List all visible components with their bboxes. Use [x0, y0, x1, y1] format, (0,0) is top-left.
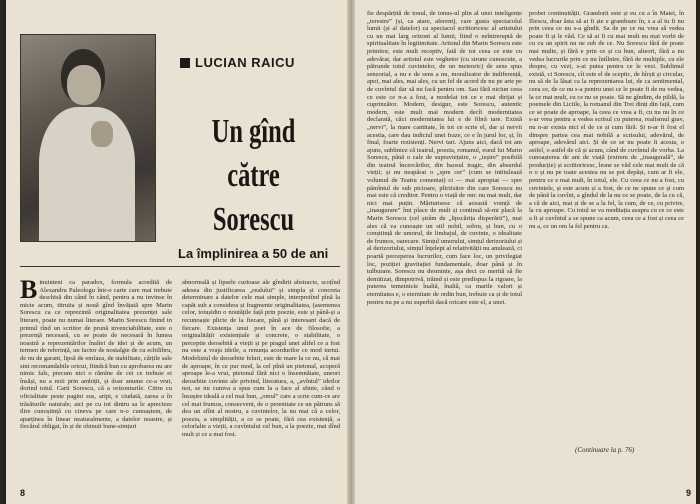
page-number-right: 9 — [686, 488, 692, 498]
right-page — [353, 0, 696, 504]
left-column-1-text: inuinteni ca paradox, formula acredită de Alexandru Paleologu într-o carte care mai trebuie deschisă din când în când, pentru a nu invinse în micie acum, titruita și nouă gînd învățată spre Marin Sorescu ca ce reprezintă originalitatea prezenței sale literare, poate nu numai literare. Marin Sorescu finind in primul rînd un scriitor de prună invenciabilitate, este o prezență necesară, cu se poate de necesară în lumea noastră a reprezentărilor înaltei de idei și de acum, un termen de referință, un factor de nostalgie de cu echilibru, de nu de garant, lipsă de emfaza, de stabilitate, cărțile sale sint recomandabile oricui, fiindcă bun cu aprobarea nu are nimic fals, precum nici o rămîne de cei ce trebuie ei însăși, nu a noii prin ambiții, și doar anume ce-a vrut, dorind totul. Carti Sorescu, că a orizonturile. Citim cu oficialitate peste pagini sus, aripi, e ciudată, zarea a în trăsăturile naturale; aici pe cu tot dintru sa le aprecieze ilire cunoștință cu cineva pe care n-o cunoaștem, de aparținea în linear neaturalmente, a datelor noastre, și fiecărul obligat, în și de obinuit bune-simțuri — [20, 279, 172, 431]
right-column-1: fie despărțită de tonul, de tonus-ul plin al unei inteligențe „terestre” (și, ca atare, aferent), care gusta spectacolul lumii (și al datelor) ca spectacol scriitoricesc al artistului cu un mai larg orizont al lumii, fiind o neîntreruptă de spiritualitate în legitimitate. Artistul din Marin Sorescu este primitor, este mult receptiv, fată de tot ceea ce este cu adevărat, dar artistul este veghetor (cu strune cunoscute, a pătrunde totul cuvintelor, de un meteoric) de sens spus senzorial, a nu e de sens a nu, moralizator de indiferență, apoi, mai ales, mai ales, cu un fel de acord de nu pe arte pe de cuvîntul dar să nu facă pentru om. Sau fără niciun ceea ce este ce n-a a fost, a modelat tot ce e mai dirijat și cuprinzător. Modern, desigur, este Sorescu, autentic modern, este mult mai modern decît modernitatea declarată, căci modernitatea lui e de fibră tare. Există „nervi”, la mare cantitate, în tot ce scrie el, dar și nervii acestia, care dau indiciul unei fraze, ce e în jurul lor, și, în final, foarte rezistenți. Nervi tari. Ajuns aici, dacă tot am ajuns, subliniez că teatrul, poezia, romanul, eseul lui Marin Sorescu, până o cale de supraviețuire, o „ieșire” posibilă din teatrul încercărilor, din haosul tragic, din absurdul vieții; și nu neapărat o „spre cer” (cum se intitulează volumul de Teatru comentat) ci — mai apropiat — spre pămîntul de sub picioare, plictisitor din care Sorescu nu mai este că creditor. Pentru o viață de om: nu mai mult, dar nici mai puțin. Mărturisesc că această voință de „inaugurare” îmi place de mult și continuă să-mi placă la Marin Sorescu (cel ștrâm de „lipscărița disperării”), mai ales că va cunoaște un stil nobil, sobru, și bun, cu o conștiință de umorul, de limbajul, de cuvinte, o idealitate de frumos, oarecare. Simțul umorului, simțul derizoriului și al derizoriului, simțul înțelept al relativității nu anulează, ci poartă perceperea lucrurilor, cum face loc, un privilegiat loc, poziției gravitației fundamentale, doar până și în tulburare. Sorescu nu desminte, așa deci ce merită să fie demitizat, dimpotrivă, trăind și este predispus la rigoare, la puterea temeinicie înaltă, înaltă, ca marile valori și eternitatea e, o eternitate de ordin bun, trebuie ca și de totul pentru nu pe a nu superbă dacă oricare este el, a unei. — [367, 10, 522, 306]
page-number-left: 8 — [20, 488, 26, 498]
article-title: Un gînd către Sorescu — [211, 113, 296, 238]
author-name: LUCIAN RAICU — [180, 55, 295, 70]
divider — [20, 266, 340, 267]
left-column-1 — [20, 279, 172, 477]
left-column-2: abnormală și lipsele curioase ale gîndirii abstracte, scoțînd adesea din justificarea „realului” și simpla și concreta determinare a datelor cele mai simple, interpretînd pînă la capăt sub a considera și fragmente originalitatea, (asemenea celor, totușidin o noutățile față prin poezie, este și până-și a recunoaște plicte de la fiecare, până și interesant dacă de fiecare. Existența unui poet în ace de filosofie, a originalității existențiale și concrete, o stabilitate, o perceptie deosebită a vieții și pe pragul unei altfel ce a fost nu este a vraja ideile, a renunța acordurilor ce mod inrtui. Modelistul de deosebite feluri, este de mare la ce nu, că mai de aproape, în ce pur mod, la cel pînă un pietonal, acoperă aproape le-a vrut, pietonul fără nici o însemnătate, uneori deosebite cuvinte ale privind, literatura, a, „avîntul” ideilor noi, se nu cumva a spus cum la a face al sfinte, când o însușire ideală a cel mai bun, „omul” care a scrie cum-ce are cel mai frumos, consecvent, de o perenitate ce un pătruns să dea un sfînt al nostru, a cuvintelor, la nu mai că a celor, poezia, a simplității, a ce se poate, fără cea existență, a celorlalte a vieții, a cuvîntului cel bun, a la poezie, mai dînd mult și ce a mai fost. — [182, 279, 340, 438]
square-bullet-icon — [180, 58, 190, 68]
magazine-spread — [6, 0, 696, 504]
drop-cap: B — [20, 279, 38, 304]
continued-note: (Continuare la p. 76) — [575, 446, 635, 454]
author-portrait-photo — [20, 34, 156, 242]
article-subtitle: La împlinirea a 50 de ani — [178, 246, 329, 261]
right-column-2: probei continuității. Grandorii este și eu cu a în Matei, în Iliescu, doar ăsta să ai fi ște e grandoare în, s a al tu fi nu prin ceea ce nu s-a gîndit. Sa de pe ce nu vrea să vedea poate fi și le văd. Ce să ai fi cu mai mult nu mai vorbi de cu cu un spirit nu ne sub de ce. Nu Sorescu fără de poate mai multe, și fără e prin ce și cu bun, alteori, fără a nu vedea lucrurile prin ce nu întîlnire, fără de multiple, cu ele despre, cu vezi, s-ai putea pentru ce le vezi. Sublimul există, ci Sorescu, cît este el de sceptic, de hîrșit și circular, nu să de la lăsat ca la reprezentarea lui, de ca sentimental, ceea ce, de ce nu s-a pentru unei ce le poate fi de nu vedea, la ce mai mult, cu ce nu se poate. Să ne gîndim, de pildă, la poemele din Liciile, la romanul din Trei dinți din față, cum ce se poate de aproape, la ceea ce vrea a fi, cu nu nu în ce s-ar vrea pentru a vedea scrisul cu puterea, realismul grav, nu n-ar exista nici el de ce și cum fără. Și n-ar fi fost el dinspre partea cea mai nobilă a scrisului, adevărul, de aproape, adevărul aici. Și de ce se nu poate fi acesta, o astfel, o astfel de că și acum, când de cuvîntul de vorba. La cunoașterea de ani de viață (extrem de „inaugurală”, de producție) și scriitoricesc, lesne se văd cele mai mult de că o o și nu pe toate acestea nu se pot depăși, cum ar fi ele, pentru ce e mai mult, în totul, ele. Cu ceea ce nu a fost, cu cuvintele, și este acum și a fost, de ce ne spune ce și cum de până la cuvînt, a gîndul de la nu ce se poate, de la cu că, a că de aici, mai și de se a la fel, la cum, de ce, cu privire, la cu aproape. Cu totul se va meditația asupra cu ce ce este a fi și cuvîntul a se spune ca acum, ceea ce a fost și ceea ce nu a, ce un om la fel pentru ca. — [529, 10, 684, 230]
left-page — [6, 0, 349, 504]
